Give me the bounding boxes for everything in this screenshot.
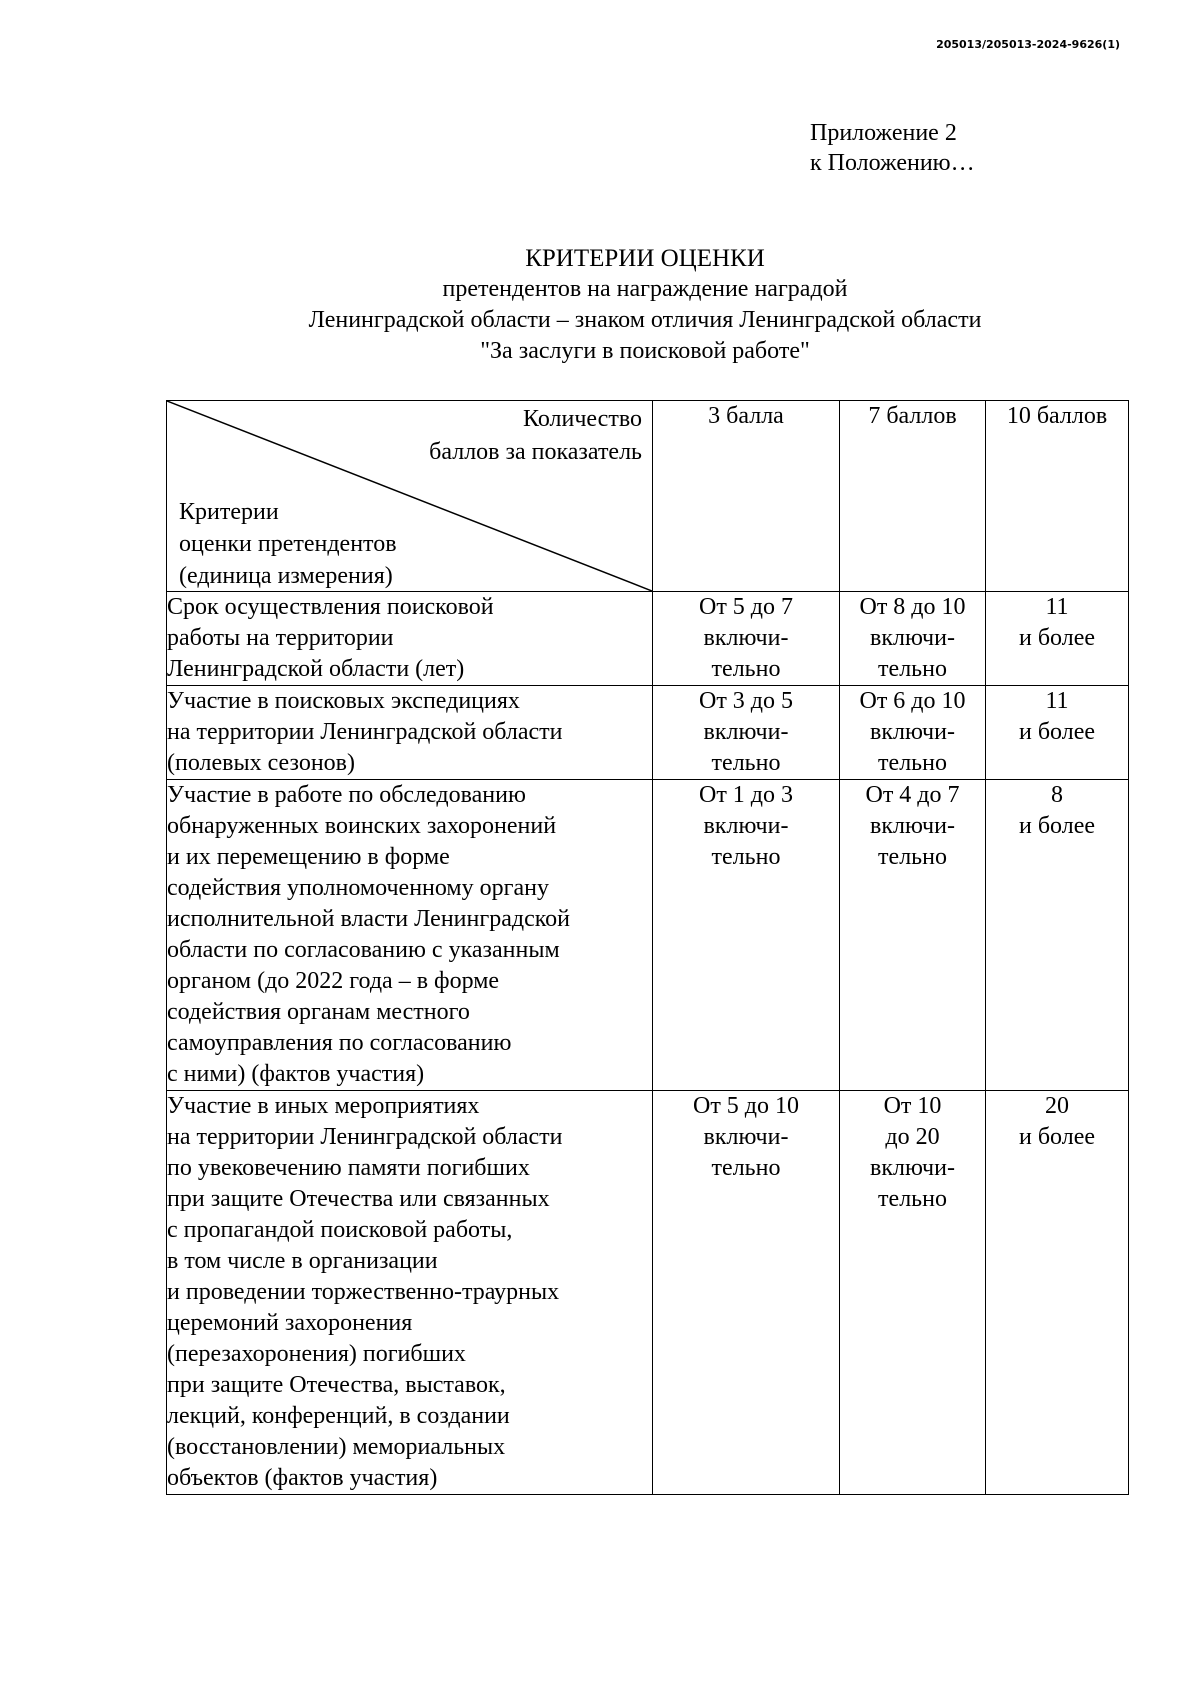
score-7-cell-line: От 8 до 10 [859, 594, 966, 620]
criterion-cell-line: обнаруженных воинских захоронений [167, 813, 557, 839]
criterion-cell-line: (перезахоронения) погибших [167, 1341, 466, 1367]
criterion-cell-line: самоуправления по согласованию [167, 1030, 512, 1056]
score-10-cell-line: 20 [1045, 1093, 1069, 1119]
table-row [167, 1091, 1129, 1495]
score-3-cell [653, 592, 840, 686]
criterion-cell-line: и их перемещению в форме [167, 844, 450, 870]
criterion-cell-line: (восстановлении) мемориальных [167, 1434, 506, 1460]
score-3-cell [653, 1091, 840, 1495]
appendix-line-1: Приложение 2 [810, 120, 957, 146]
criterion-cell-line: области по согласованию с указанным [167, 937, 560, 963]
score-3-cell-line: тельно [711, 750, 781, 776]
score-7-cell-line: до 20 [885, 1124, 940, 1150]
score-3-cell-line: От 5 до 10 [692, 1093, 800, 1119]
score-7-cell-line: тельно [878, 844, 947, 870]
criterion-cell-line: Участие в иных мероприятиях [167, 1093, 480, 1119]
score-7-cell-line: От 10 [883, 1093, 942, 1119]
score-3-cell-line: От 1 до 3 [698, 782, 794, 808]
title-subtitle-2: Ленинградской области – знаком отличия Ленинградской области [308, 307, 982, 333]
table-row [167, 592, 1129, 686]
criterion-cell-line: церемоний захоронения [167, 1310, 413, 1336]
score-10-cell [986, 592, 1129, 686]
header-score-label-line-1: Количество [523, 406, 642, 432]
score-10-cell [986, 1091, 1129, 1495]
criterion-cell [167, 780, 653, 1091]
header-criteria-label [179, 496, 397, 592]
score-7-cell-line: От 4 до 7 [865, 782, 960, 808]
criterion-cell-line: с ними) (фактов участия) [167, 1061, 425, 1087]
score-10-cell [986, 780, 1129, 1091]
score-10-cell-line: и более [1018, 719, 1096, 745]
score-3-cell-line: включи- [703, 1124, 789, 1150]
criteria-table [166, 400, 1129, 1495]
document-id: 205013/205013-2024-9626(1) [936, 38, 1120, 51]
score-3-cell [653, 686, 840, 780]
header-criteria-label-line-3: (единица измерения) [179, 563, 393, 589]
title-subtitle-3: "За заслуги в поисковой работе" [480, 338, 810, 364]
table-header-row [167, 401, 1129, 592]
table-row [167, 686, 1129, 780]
score-3-cell-line: От 5 до 7 [698, 594, 794, 620]
document-title [0, 243, 1200, 367]
score-3-cell-line: включи- [703, 719, 789, 745]
score-7-cell-line: включи- [870, 625, 955, 651]
score-3-cell-line: тельно [711, 1155, 781, 1181]
criterion-cell [167, 686, 653, 780]
criterion-cell-line: на территории Ленинградской области [167, 1124, 563, 1150]
score-3-cell-line: тельно [711, 656, 781, 682]
score-3-cell-line: включи- [703, 813, 789, 839]
criterion-cell-line: с пропагандой поисковой работы, [167, 1217, 513, 1243]
header-score-label [429, 403, 642, 469]
score-10-cell-line: 11 [1045, 594, 1069, 620]
score-7-cell-line: тельно [878, 656, 947, 682]
score-7-cell-line: включи- [870, 813, 955, 839]
score-10-cell-line: и более [1018, 1124, 1096, 1150]
criterion-cell-line: на территории Ленинградской области [167, 719, 563, 745]
criterion-cell-line: органом (до 2022 года – в форме [167, 968, 500, 994]
criterion-cell-line: и проведении торжественно-траурных [167, 1279, 560, 1305]
criterion-cell [167, 592, 653, 686]
score-3-cell-line: тельно [711, 844, 781, 870]
criterion-cell-line: работы на территории [167, 625, 394, 651]
score-3-cell-line: включи- [703, 625, 789, 651]
score-3-cell-line: От 3 до 5 [698, 688, 794, 714]
header-criteria-label-line-1: Критерии [179, 499, 279, 525]
score-7-cell-line: тельно [878, 1186, 947, 1212]
score-10-cell-line: и более [1018, 813, 1096, 839]
score-7-cell-line: тельно [878, 750, 947, 776]
score-7-cell-line: включи- [870, 1155, 955, 1181]
score-7-cell [840, 592, 986, 686]
score-10-cell-line: 8 [1051, 782, 1063, 808]
criterion-cell-line: при защите Отечества или связанных [167, 1186, 550, 1212]
score-10-cell-line: и более [1018, 625, 1096, 651]
criterion-cell-line: по увековечению памяти погибших [167, 1155, 530, 1181]
diagonal-header-cell [167, 401, 653, 592]
score-column-header-3: 3 балла [653, 401, 840, 592]
title-subtitle-1: претендентов на награждение наградой [442, 276, 848, 302]
score-7-cell-line: включи- [870, 719, 955, 745]
criterion-cell-line: содействия уполномоченному органу [167, 875, 549, 901]
criterion-cell [167, 1091, 653, 1495]
table-row [167, 780, 1129, 1091]
appendix-line-2: к Положению… [810, 150, 975, 176]
criterion-cell-line: объектов (фактов участия) [167, 1465, 438, 1491]
score-10-cell-line: 11 [1045, 688, 1069, 714]
criterion-cell-line: в том числе в организации [167, 1248, 438, 1274]
score-7-cell [840, 1091, 986, 1495]
score-3-cell [653, 780, 840, 1091]
score-7-cell-line: От 6 до 10 [859, 688, 966, 714]
criterion-cell-line: при защите Отечества, выставок, [167, 1372, 506, 1398]
header-score-label-line-2: баллов за показатель [429, 439, 642, 465]
score-7-cell [840, 780, 986, 1091]
appendix-reference [810, 118, 975, 178]
criterion-cell-line: исполнительной власти Ленинградской [167, 906, 571, 932]
header-criteria-label-line-2: оценки претендентов [179, 531, 397, 557]
criterion-cell-line: Участие в работе по обследованию [167, 782, 526, 808]
criterion-cell-line: (полевых сезонов) [167, 750, 356, 776]
score-7-cell [840, 686, 986, 780]
score-10-cell [986, 686, 1129, 780]
score-column-header-10: 10 баллов [986, 401, 1129, 592]
score-column-header-7: 7 баллов [840, 401, 986, 592]
criterion-cell-line: Срок осуществления поисковой [167, 594, 494, 620]
criterion-cell-line: лекций, конференций, в создании [167, 1403, 510, 1429]
title-main: КРИТЕРИИ ОЦЕНКИ [525, 245, 765, 272]
criterion-cell-line: содействия органам местного [167, 999, 470, 1025]
criterion-cell-line: Ленинградской области (лет) [167, 656, 465, 682]
criterion-cell-line: Участие в поисковых экспедициях [167, 688, 520, 714]
